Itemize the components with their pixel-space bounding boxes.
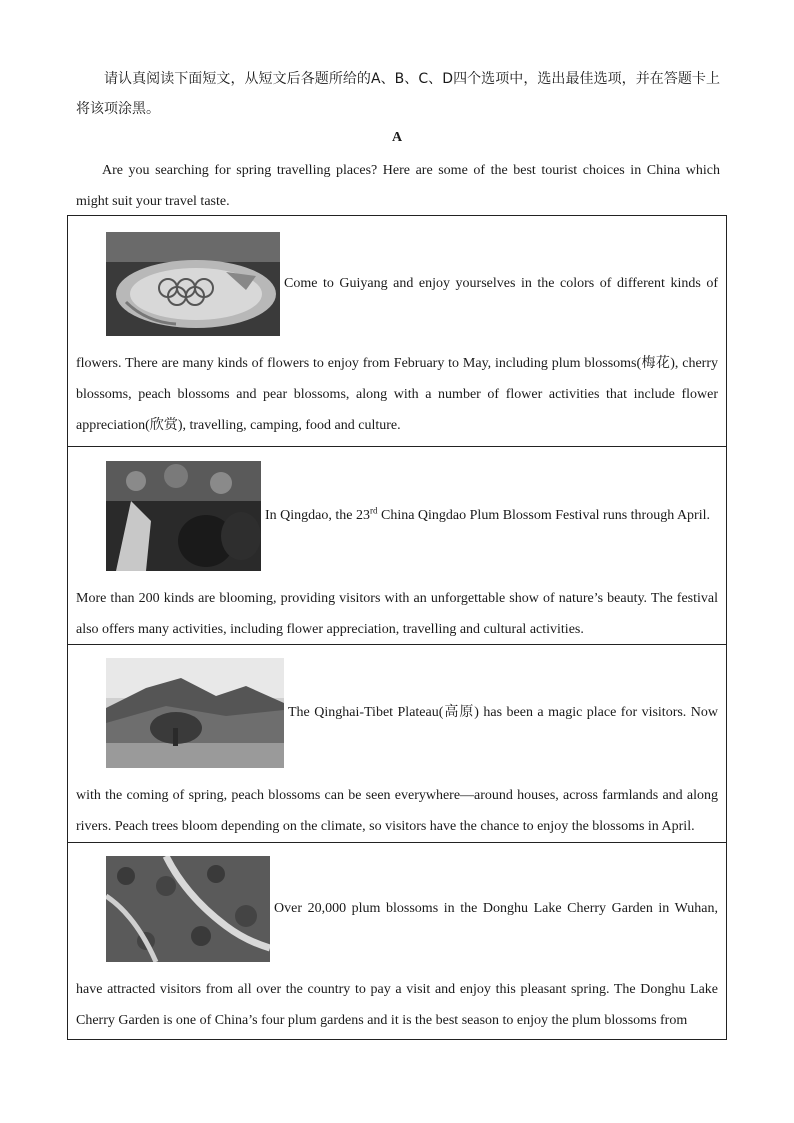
entry-body: have attracted visitors from all over the country to pay a visit and enjoy this pleasant spring. The Donghu Lake Cherry Garden is one of China’s four plum gardens and it is the best season to enjoy the plum blossoms from (76, 982, 718, 1028)
wuhan-garden-photo (106, 856, 270, 962)
lead-paragraph: Are you searching for spring travelling places? Here are some of the best tourist choices in China which might suit your travel taste. (76, 163, 720, 209)
ordinal-suffix: rd (369, 505, 378, 516)
entry-body: More than 200 kinds are blooming, providing visitors with an unforgettable show of nature’s beauty. The festival also offers many activities, including flower appreciation, travelling and cultural activities. (76, 591, 718, 637)
entry-body: with the coming of spring, peach blossoms can be seen everywhere—around houses, across farmlands and along rivers. Peach trees bloom depending on the climate, so visitors have the chance to enjoy the blossoms in April. (76, 788, 718, 834)
table-row (68, 644, 726, 842)
travel-table (67, 215, 727, 1040)
guiyang-flower-photo (106, 232, 280, 336)
qingdao-blossom-photo (106, 461, 261, 571)
entry-first-line: Over 20,000 plum blossoms in the Donghu Lake Cherry Garden in Wuhan, (274, 901, 718, 916)
entry-body: flowers. There are many kinds of flowers to enjoy from February to May, including plum blossoms(梅花), cherry blossoms, peach blossoms and pear blossoms, along with a number of flower activities that include flower appreciation(欣赏), travelling, camping, food and culture. (76, 356, 718, 433)
section-heading: A (391, 130, 403, 145)
table-row (68, 446, 726, 644)
plateau-tree-photo (106, 658, 284, 768)
instructions-text: 请认真阅读下面短文，从短文后各题所给的A、B、C、D四个选项中，选出最佳选项，并在答题卡上将该项涂黑。 (76, 71, 720, 117)
entry-first-line-a: In Qingdao, the 23 (265, 508, 370, 523)
entry-first-line: The Qinghai-Tibet Plateau(高原) has been a magic place for visitors. Now (288, 705, 718, 720)
entry-first-line (261, 506, 718, 526)
table-row (68, 842, 726, 1039)
entry-first-line-b: China Qingdao Plum Blossom Festival runs through April. (377, 508, 710, 523)
table-row (68, 216, 726, 446)
entry-first-line: Come to Guiyang and enjoy yourselves in the colors of different kinds of (284, 276, 718, 291)
